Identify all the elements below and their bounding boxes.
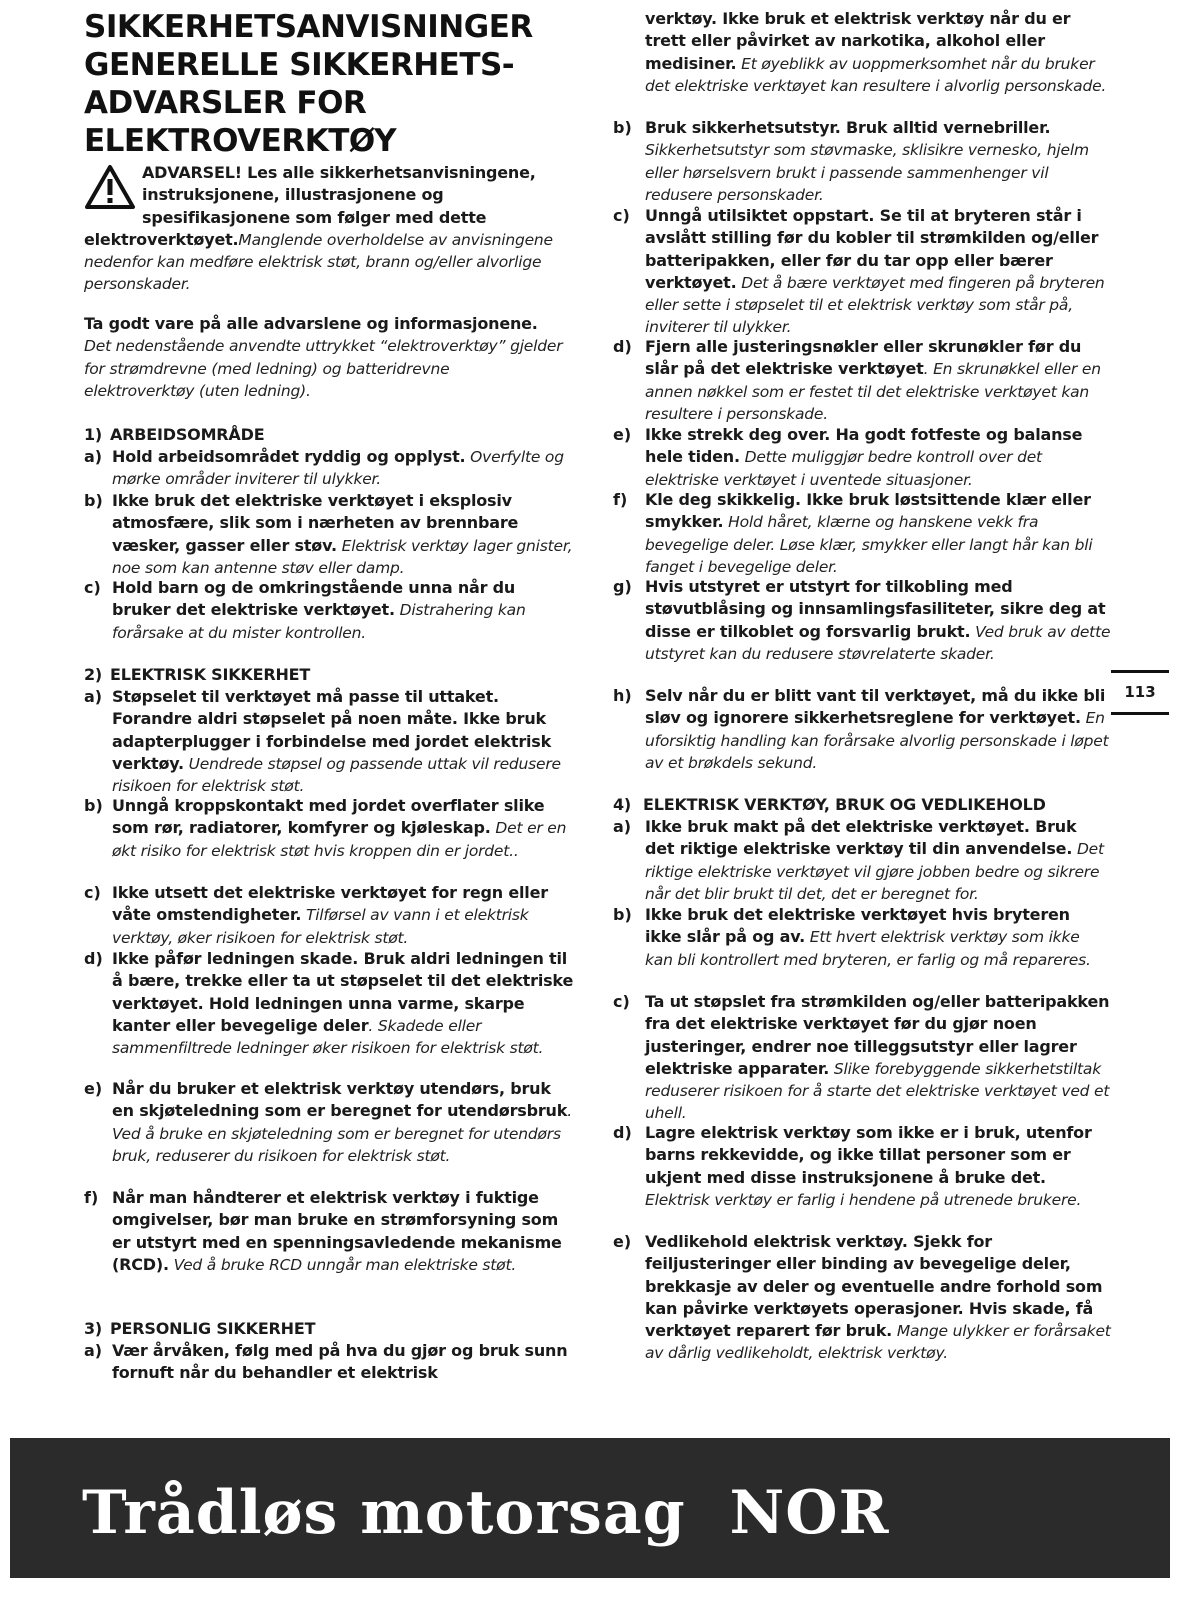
section-1-label: ARBEIDSOMRÅDE (110, 425, 265, 444)
item-2d-italic: . Skadede eller sammenfiltrede ledninger øker risikoen for elektrisk støt. (112, 1016, 544, 1058)
item-2f-italic: Ved å bruke RCD unngår man elektriske støt. (173, 1255, 517, 1274)
warning-block (84, 162, 574, 296)
intro-paragraph (84, 313, 564, 402)
item-3g (613, 576, 1111, 665)
item-3f-bold: Kle deg skikkelig. Ikke bruk løstsittende klær eller smykker. (645, 490, 1091, 532)
item-4e-bold: Vedlikehold elektrisk verktøy. Sjekk for feiljusteringer eller binding av bevegelige deler, brekkasje av deler og eventuelle andre forhold som kan påvirke verktøyets operasjoner. Hvis skade, få verktøyet reparert før bruk. (645, 1232, 1103, 1341)
item-3a-bold-right: verktøy. Ikke bruk et elektrisk verktøy når du er trett eller påvirket av narkotika, alkohol eller medisiner. (645, 9, 1071, 73)
item-2c (84, 882, 574, 949)
item-2a-label: a) (84, 687, 103, 706)
item-4c-label: c) (613, 992, 630, 1011)
item-3e (613, 424, 1111, 491)
item-4e (613, 1231, 1111, 1365)
footer-language-code: NOR (729, 1478, 890, 1548)
item-3b (613, 117, 1111, 206)
item-3a-bold-left: Vær årvåken, følg med på hva du gjør og bruk sunn fornuft når du behandler et elektrisk (112, 1341, 568, 1383)
item-1b (84, 490, 574, 579)
item-3a-label: a) (84, 1341, 103, 1360)
page-number-rule-top (1111, 670, 1169, 673)
heading-line-1: SIKKERHETSANVISNINGER (84, 9, 533, 45)
item-3a-part1 (84, 1340, 574, 1385)
item-1a (84, 446, 574, 491)
section-2-number: 2) (84, 665, 103, 684)
item-3h-italic: En uforsiktig handling kan forårsake alvorlig personskade i løpet av et brøkdels sekund. (645, 709, 1109, 772)
item-3c-italic: Det å bære verktøyet med fingeren på bryteren eller sette i støpselet til et elektrisk verktøy som står på, inviterer til ulykker. (645, 273, 1105, 337)
item-4a-italic: Det riktige elektriske verktøyet vil gjøre jobben bedre og sikrere når det blir brukt til det, det er beregnet for. (645, 840, 1104, 903)
item-3g-label: g) (613, 577, 632, 596)
item-3a-italic: Et øyeblikk av uoppmerksomhet når du bruker det elektriske verktøyet kan resultere i alvorlig personskade. (645, 54, 1107, 95)
item-3d-label: d) (613, 337, 632, 356)
item-3b-label: b) (613, 118, 632, 137)
item-2f-bold: Når man håndterer et elektrisk verktøy i fuktige omgivelser, bør man bruke en strømforsyning som er utstyrt med en spenningsavledende mekanisme (RCD). (112, 1188, 562, 1274)
item-2c-label: c) (84, 883, 101, 902)
page-heading (84, 8, 574, 160)
item-4d-bold: Lagre elektrisk verktøy som ikke er i bruk, utenfor barns rekkevidde, og ikke tillat personer som er ukjent med disse instruksjonene å bruke det. (645, 1123, 1092, 1187)
section-3-label: PERSONLIG SIKKERHET (110, 1319, 316, 1338)
section-2-label: ELEKTRISK SIKKERHET (110, 665, 311, 684)
item-1a-italic: Overfylte og mørke områder inviterer til ulykker. (112, 448, 564, 489)
item-4b-bold: Ikke bruk det elektriske verktøyet hvis bryteren ikke slår på og av. (645, 905, 1070, 947)
section-1-title (84, 424, 264, 446)
item-3d (613, 336, 1111, 425)
item-2d-bold: Ikke påfør ledningen skade. Bruk aldri ledningen til å bære, trekke eller ta ut støpselet til det elektriske verktøyet. Hold ledningen unna varme, skarpe kanter eller bevegelige deler (112, 949, 574, 1035)
section-4-number: 4) (613, 795, 632, 814)
section-4-label: ELEKTRISK VERKTØY, BRUK OG VEDLIKEHOLD (643, 795, 1046, 814)
footer-banner (10, 1438, 1170, 1578)
item-2a-bold: Støpselet til verktøyet må passe til uttaket. Forandre aldri støpselet på noen måte. Ikke bruk adapterplugger i forbindelse med jordet elektrisk verktøy. (112, 687, 552, 773)
item-3e-label: e) (613, 425, 632, 444)
item-1b-label: b) (84, 491, 103, 510)
item-4a-label: a) (613, 817, 632, 836)
item-1b-italic: Elektrisk verktøy lager gnister, noe som kan antenne støv eller damp. (112, 536, 573, 577)
item-4c-italic: Slike forebyggende sikkerhetstiltak reduserer risikoen for å starte det elektriske verktøyet ved et uhell. (645, 1059, 1110, 1123)
item-3g-bold: Hvis utstyret er utstyrt for tilkobling med støvutblåsing og innsamlingsfasiliteter, sikre deg at disse er tilkoblet og forsvarlig brukt. (645, 577, 1106, 641)
item-1c-label: c) (84, 578, 101, 597)
item-1c-italic: Distrahering kan forårsake at du mister kontrollen. (112, 601, 526, 642)
section-2-title (84, 664, 310, 686)
item-2a (84, 686, 574, 797)
item-4d (613, 1122, 1111, 1211)
item-2e-label: e) (84, 1079, 103, 1098)
item-2d-label: d) (84, 949, 103, 968)
item-3e-bold: Ikke strekk deg over. Ha godt fotfeste og balanse hele tiden. (645, 425, 1083, 467)
item-3b-italic: Sikkerhetsutstyr som støvmaske, sklisikre vernesko, hjelm eller hørselsvern brukt i passende sammenhenger vil redusere personskader. (645, 141, 1089, 204)
item-3b-bold: Bruk sikkerhetsutstyr. Bruk alltid vernebriller. (645, 118, 1051, 137)
item-2f (84, 1187, 574, 1276)
item-3h-label: h) (613, 686, 632, 705)
item-2a-italic: Uendrede støpsel og passende uttak vil redusere risikoen for elektrisk støt. (112, 754, 561, 796)
item-3c-label: c) (613, 206, 630, 225)
heading-line-3: ADVARSLER FOR (84, 85, 367, 121)
page-number-rule-bottom (1111, 712, 1169, 715)
item-4a (613, 816, 1111, 905)
warning-triangle-icon (84, 164, 136, 210)
item-4e-label: e) (613, 1232, 632, 1251)
item-3h-bold: Selv når du er blitt vant til verktøyet, må du ikke bli sløv og ignorere sikkerhetsreglene for verktøyet. (645, 686, 1106, 728)
heading-line-4: ELEKTROVERKTØY (84, 123, 397, 159)
item-1b-bold: Ikke bruk det elektriske verktøyet i eksplosiv atmosfære, slik som i nærheten av brennbare væsker, gasser eller støv. (112, 491, 519, 555)
item-4d-italic: Elektrisk verktøy er farlig i hendene på utrenede brukere. (645, 1190, 1082, 1209)
item-2e (84, 1078, 574, 1167)
section-1-number: 1) (84, 425, 103, 444)
item-1c (84, 577, 574, 644)
item-2c-italic: Tilførsel av vann i et elektrisk verktøy, øker risikoen for elektrisk støt. (112, 906, 529, 947)
item-1c-bold: Hold barn og de omkringstående unna når du bruker det elektriske verktøyet. (112, 578, 516, 620)
item-2c-bold: Ikke utsett det elektriske verktøyet for regn eller våte omstendigheter. (112, 883, 548, 925)
item-3f (613, 489, 1111, 578)
item-4c (613, 991, 1111, 1125)
item-4e-italic: Mange ulykker er forårsaket av dårlig vedlikeholdt, elektrisk verktøy. (645, 1322, 1111, 1363)
item-2b-label: b) (84, 796, 103, 815)
item-2b-bold: Unngå kroppskontakt med jordet overflater slike som rør, radiatorer, komfyrer og kjøleskap. (112, 796, 545, 838)
warning-bold-text: ADVARSEL! Les alle sikkerhetsanvisningene, instruksjonene, illustrasjonene og spesifikasjonene som følger med dette elektroverktøyet. (84, 163, 536, 249)
section-3-number: 3) (84, 1319, 103, 1338)
item-3a-part2 (613, 8, 1111, 97)
item-4c-bold: Ta ut støpslet fra strømkilden og/eller batteripakken fra det elektriske verktøyet før du gjør noen justeringer, endrer noe tilleggsutstyr eller lagrer elektriske apparater. (645, 992, 1110, 1078)
item-3e-italic: Dette muliggjør bedre kontroll over det elektriske verktøyet i uventede situasjoner. (645, 448, 1042, 489)
item-3d-italic: . En skrunøkkel eller en annen nøkkel som er festet til det elektriske verktøyet kan resultere i personskade. (645, 360, 1101, 423)
item-3f-italic: Hold håret, klærne og hanskene vekk fra bevegelige deler. Løse klær, smykker eller langt hår kan bli fanget i bevegelige deler. (645, 513, 1093, 576)
item-2d (84, 948, 574, 1059)
item-4d-label: d) (613, 1123, 632, 1142)
item-3h (613, 685, 1111, 774)
page-number: 113 (1124, 683, 1156, 701)
item-2b-italic: Det er en økt risiko for elektrisk støt hvis kroppen din er jordet.. (112, 819, 567, 860)
item-2f-label: f) (84, 1188, 99, 1207)
item-1a-label: a) (84, 447, 103, 466)
footer-product-name: Trådløs motorsag (82, 1478, 686, 1548)
item-4b-label: b) (613, 905, 632, 924)
item-2b (84, 795, 574, 862)
warning-italic-text: Manglende overholdelse av anvisningene nedenfor kan medføre elektrisk støt, brann og/eller alvorlige personskader. (84, 230, 553, 294)
item-3f-label: f) (613, 490, 628, 509)
footer-title (82, 1478, 889, 1548)
item-2e-italic: . Ved å bruke en skjøteledning som er beregnet for utendørs bruk, reduserer du risikoen for elektrisk støt. (112, 1102, 572, 1165)
intro-bold-text: Ta godt vare på alle advarslene og informasjonene. (84, 314, 538, 333)
item-4b (613, 904, 1111, 971)
item-2e-bold: Når du bruker et elektrisk verktøy utendørs, bruk en skjøteledning som er beregnet for utendørsbruk (112, 1079, 568, 1121)
item-3d-bold: Fjern alle justeringsnøkler eller skrunøkler før du slår på det elektriske verktøyet (645, 337, 1082, 379)
section-3-title (84, 1318, 315, 1340)
item-4a-bold: Ikke bruk makt på det elektriske verktøyet. Bruk det riktige elektriske verktøy til din anvendelse. (645, 817, 1077, 859)
item-3g-italic: Ved bruk av dette utstyret kan du redusere støvrelaterte skader. (645, 622, 1111, 663)
heading-line-2: GENERELLE SIKKERHETS- (84, 47, 515, 83)
section-4-title (613, 794, 1046, 816)
item-3c (613, 205, 1111, 339)
item-4b-italic: Ett hvert elektrisk verktøy som ikke kan bli kontrollert med bryteren, er farlig og må repareres. (645, 928, 1091, 969)
intro-italic-text: Det nedenstående anvendte uttrykket “elektroverktøy” gjelder for strømdrevne (med ledning) og batteridrevne elektroverktøy (uten ledning). (84, 337, 563, 400)
item-1a-bold: Hold arbeidsområdet ryddig og opplyst. (112, 447, 466, 466)
item-3c-bold: Unngå utilsiktet oppstart. Se til at bryteren står i avslått stilling før du kobler til strømkilden og/eller batteripakken, eller før du tar opp eller bærer verktøyet. (645, 206, 1099, 292)
